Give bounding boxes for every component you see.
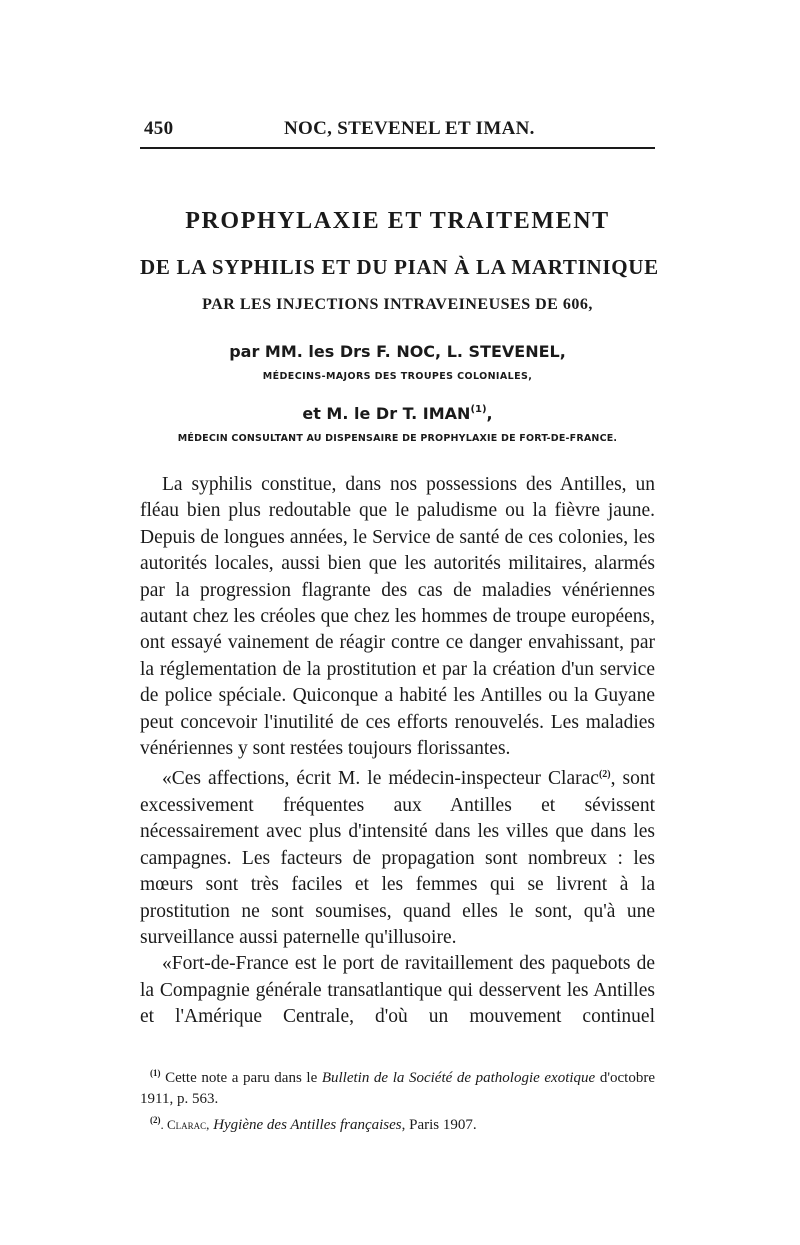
article-title-line-3: PAR LES INJECTIONS INTRAVEINEUSES DE 606,	[202, 296, 593, 313]
footnote-1	[140, 1063, 655, 1110]
footnote-2	[140, 1110, 655, 1136]
header-rule	[140, 147, 655, 149]
footnote-2-mark: (2)	[150, 1115, 161, 1125]
footnote-2-author: . Clarac,	[160, 1117, 210, 1132]
footnote-ref-1[interactable]: (1)	[470, 404, 487, 415]
article-title-line-1: PROPHYLAXIE ET TRAITEMENT	[185, 208, 610, 234]
paragraph-3: «Fort-de-France est le port de ravitaillement des paquebots de la Compagnie générale transatlantique qui desservent les Antilles et l'Amérique Centrale, d'où un mouvement continuel	[140, 953, 655, 1028]
authors-affiliation-1: MÉDECINS-MAJORS DES TROUPES COLONIALES,	[262, 371, 533, 382]
page-number: 450	[144, 118, 174, 139]
author-iman: et M. le Dr T. IMAN	[302, 404, 471, 423]
paragraph-2	[140, 762, 655, 951]
article-body	[140, 472, 655, 1031]
author-comma: ,	[486, 404, 493, 423]
authors-affiliation-2: MÉDECIN CONSULTANT AU DISPENSAIRE DE PROPHYLAXIE DE FORT-DE-FRANCE.	[177, 433, 618, 444]
authors-line-1: par MM. les Drs F. NOC, L. STEVENEL,	[229, 342, 566, 361]
footnote-2-book: Hygiène des Antilles françaises	[209, 1117, 402, 1133]
authors-line-2	[140, 404, 655, 423]
footnote-1-mark: (1)	[150, 1068, 161, 1078]
footnote-1-text-b: d'octobre 1911, p. 563.	[140, 1070, 656, 1107]
paragraph-2-rest: , sont excessivement fréquentes aux Antilles et sévissent nécessairement avec plus d'intensité dans les villes que dans les campagnes. Les facteurs de propagation sont nombreux : les mœurs sont très faciles et les femmes qui se livrent à la prostitution ne sont soumises, quand elles le sont, qu'à une surveillance aussi paternelle qu'illusoire.	[140, 768, 655, 948]
paragraph-1: La syphilis constitue, dans nos possessions des Antilles, un fléau bien plus redoutable que le paludisme ou la fièvre jaune. Depuis de longues années, le Service de santé de ces colonies, les autorités locales, aussi bien que les autorités militaires, alarmés par la progression flagrante des cas de maladies vénériennes autant chez les créoles que chez les hommes de troupe européens, ont essayé vainement de réagir contre ce danger envahissant, par la réglementation de la prostitution et par la création d'un service de police spéciale. Quiconque a habité les Antilles ou la Guyane peut concevoir l'inutilité de ces efforts renouvelés. Les maladies vénériennes y sont restées toujours florissantes.	[140, 474, 655, 760]
footnote-1-journal: Bulletin de la Société de pathologie exotique	[321, 1070, 596, 1086]
running-head-title: NOC, STEVENEL ET IMAN.	[284, 118, 535, 139]
footnote-ref-2[interactable]: (2)	[598, 769, 611, 781]
footnotes	[140, 1063, 655, 1136]
footnote-2-text: , Paris 1907.	[401, 1117, 477, 1133]
paragraph-2-start: «Ces affections, écrit M. le médecin-inspecteur Clarac	[162, 768, 599, 790]
footnote-1-text-a: Cette note a paru dans le	[160, 1070, 322, 1086]
article-title-line-2: DE LA SYPHILIS ET DU PIAN À LA MARTINIQUE	[140, 255, 659, 279]
